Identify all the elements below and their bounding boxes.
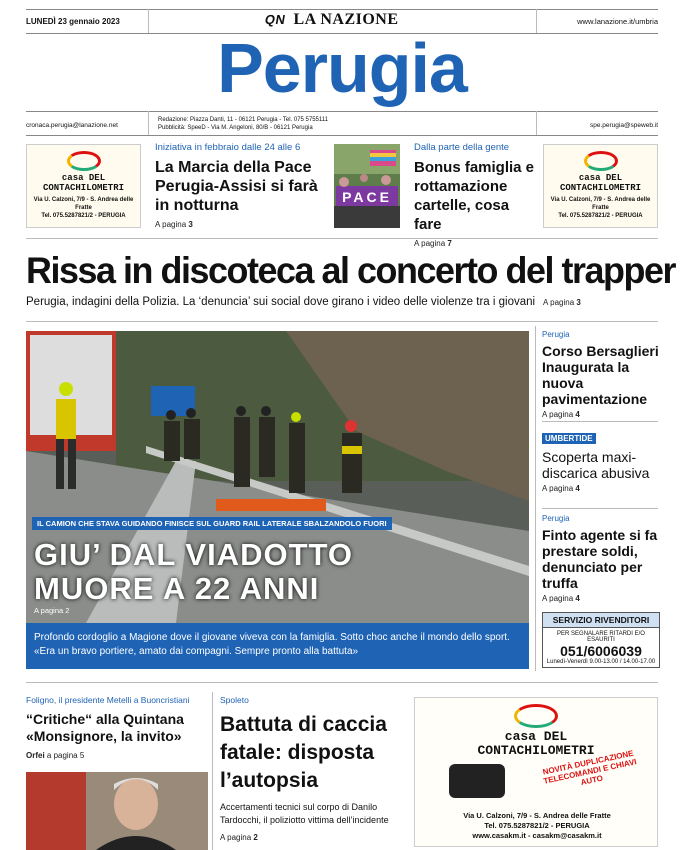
kicker: Foligno, il presidente Metelli a Buoncristiani <box>26 695 190 705</box>
servizio-phone[interactable]: 051/6006039 <box>560 643 642 659</box>
advertisement-right[interactable] <box>543 144 658 228</box>
ad-brand: casa DEL CONTACHILOMETRI <box>559 173 641 193</box>
column-divider <box>535 326 536 671</box>
kicker: Iniziativa in febbraio dalle 24 alle 6 <box>155 142 301 153</box>
servizio-title: SERVIZIO RIVENDITORI <box>543 613 659 628</box>
advertisement-left[interactable] <box>26 144 141 228</box>
servizio-rivenditori-box <box>542 612 660 668</box>
main-page-ref: A pagina 3 <box>543 298 581 307</box>
page-ref: A pagina 4 <box>542 484 580 493</box>
advertiser-logo-icon <box>584 151 618 171</box>
page-ref: A pagina 2 <box>220 833 258 842</box>
photo-caption: Profondo cordoglio a Magione dove il giovane viveva con la famiglia. Sotto choc anche il mondo dello sport. «Era un bravo portiere, amato dai compagni. Sempre pronto alla battuta» <box>26 623 529 669</box>
photo-headline[interactable]: GIU’ DAL VIADOTTO MUORE A 22 ANNI <box>34 537 353 606</box>
kicker: Perugia <box>542 330 570 339</box>
redazione-address: Redazione: Piazza Danti, 11 - 06121 Perugia - Tel. 075 5755111 <box>158 117 329 123</box>
main-headline[interactable]: Rissa in discoteca al concerto del trapper <box>26 250 675 291</box>
ad-address: Via U. Calzoni, 7/9 - S. Andrea delle Fratte Tel. 075.5287821/2 - PERUGIA www.casakm.it - casakm@casakm.it <box>463 811 611 840</box>
rule <box>26 135 658 136</box>
rule <box>542 508 658 509</box>
portrait-photo <box>26 772 208 850</box>
story-corso-bersaglieri[interactable] <box>542 330 660 419</box>
marcia-photo <box>334 144 400 228</box>
headline: Bonus famiglia e rottamazione cartelle, cosa fare <box>414 159 535 233</box>
edition-city: Perugia <box>217 29 467 107</box>
car-key-icon <box>449 764 505 798</box>
story-bonus-famiglia[interactable] <box>414 142 536 248</box>
rule <box>26 238 658 239</box>
divider <box>148 111 149 135</box>
rule <box>542 421 658 422</box>
pubblicita-address: Pubblicità: SpeeD - Via M. Angeloni, 80/B - 06121 Perugia <box>158 125 313 131</box>
page-ref: A pagina 7 <box>414 239 452 248</box>
newspaper-brand <box>265 11 399 29</box>
page-ref: A pagina 4 <box>542 594 580 603</box>
rule <box>26 321 658 322</box>
advertiser-logo-icon <box>514 704 558 728</box>
kicker: Dalla parte della gente <box>414 142 510 153</box>
kicker: Spoleto <box>220 695 249 705</box>
ad-brand: casa DEL CONTACHILOMETRI <box>477 729 595 758</box>
story-umbertide[interactable] <box>542 428 660 493</box>
top-rule <box>26 9 658 10</box>
advertisement-bottom[interactable] <box>414 697 658 847</box>
ad-brand: casa DEL CONTACHILOMETRI <box>42 173 124 193</box>
story-marcia-pace[interactable] <box>155 142 327 229</box>
ad-address: Via U. Calzoni, 7/9 - S. Andrea delle Fratte Tel. 075.5287821/2 - PERUGIA <box>33 197 134 219</box>
divider <box>536 111 537 135</box>
main-subheadline: Perugia, indagini della Polizia. La ‘denuncia’ sui social dove girano i video delle violenze tra i giovani <box>26 296 536 308</box>
headline: Corso Bersaglieri Inaugurata la nuova pavimentazione <box>542 343 659 407</box>
issue-date: LUNEDÌ 23 gennaio 2023 <box>26 17 120 26</box>
ad-address: Via U. Calzoni, 7/9 - S. Andrea delle Fratte Tel. 075.5287821/2 - PERUGIA <box>550 197 651 219</box>
body: Accertamenti tecnici sul corpo di Danilo Tardocchi, il poliziotto vittima dell’incidente <box>220 802 389 825</box>
website-url[interactable]: www.lanazione.it/umbria <box>577 17 658 26</box>
servizio-hours: Lunedì-Venerdì 9.00-13.00 / 14.00-17.00 <box>546 659 656 665</box>
column-divider <box>212 692 213 850</box>
email-left[interactable]: cronaca.perugia@lanazione.net <box>26 122 118 129</box>
kicker: Perugia <box>542 514 570 523</box>
servizio-line: PER SEGNALARE RITARDI E/O ESAURITI <box>557 631 645 643</box>
story-caccia[interactable] <box>220 695 405 842</box>
email-right[interactable]: spe.perugia@speweb.it <box>589 122 658 129</box>
section-tag: UMBERTIDE <box>542 433 596 444</box>
contacts <box>158 116 328 132</box>
page-ref: A pagina 3 <box>155 220 193 229</box>
headline: “Critiche“ alla Quintana «Monsignore, la invito» <box>26 711 184 744</box>
photo-kicker-banner: IL CAMION CHE STAVA GUIDANDO FINISCE SUL GUARD RAIL LATERALE SBALZANDOLO FUORI <box>32 517 392 530</box>
rule <box>26 682 658 683</box>
newspaper-name: LA NAZIONE <box>293 11 399 28</box>
page-ref: A pagina 4 <box>542 410 580 419</box>
story-finto-agente[interactable] <box>542 514 660 603</box>
headline: Finto agente si fa prestare soldi, denunciato per truffa <box>542 527 658 591</box>
pace-banner: PACE <box>342 189 392 205</box>
qn-logo: QN <box>263 12 287 27</box>
advertiser-logo-icon <box>67 151 101 171</box>
photo-page-ref: A pagina 2 <box>34 606 70 615</box>
ad-promo: NOVITÀ DUPLICAZIONE TELECOMANDI E CHIAVI AUTO <box>541 748 638 788</box>
headline: Battuta di caccia fatale: disposta l’autopsia <box>220 713 387 792</box>
headline: La Marcia della Pace Perugia-Assisi si farà in notturna <box>155 159 318 214</box>
story-quintana[interactable] <box>26 695 208 760</box>
page-ref: Orfei a pagina 5 <box>26 751 85 760</box>
headline: Scoperta maxi-discarica abusiva <box>542 449 650 481</box>
rule <box>26 111 658 112</box>
